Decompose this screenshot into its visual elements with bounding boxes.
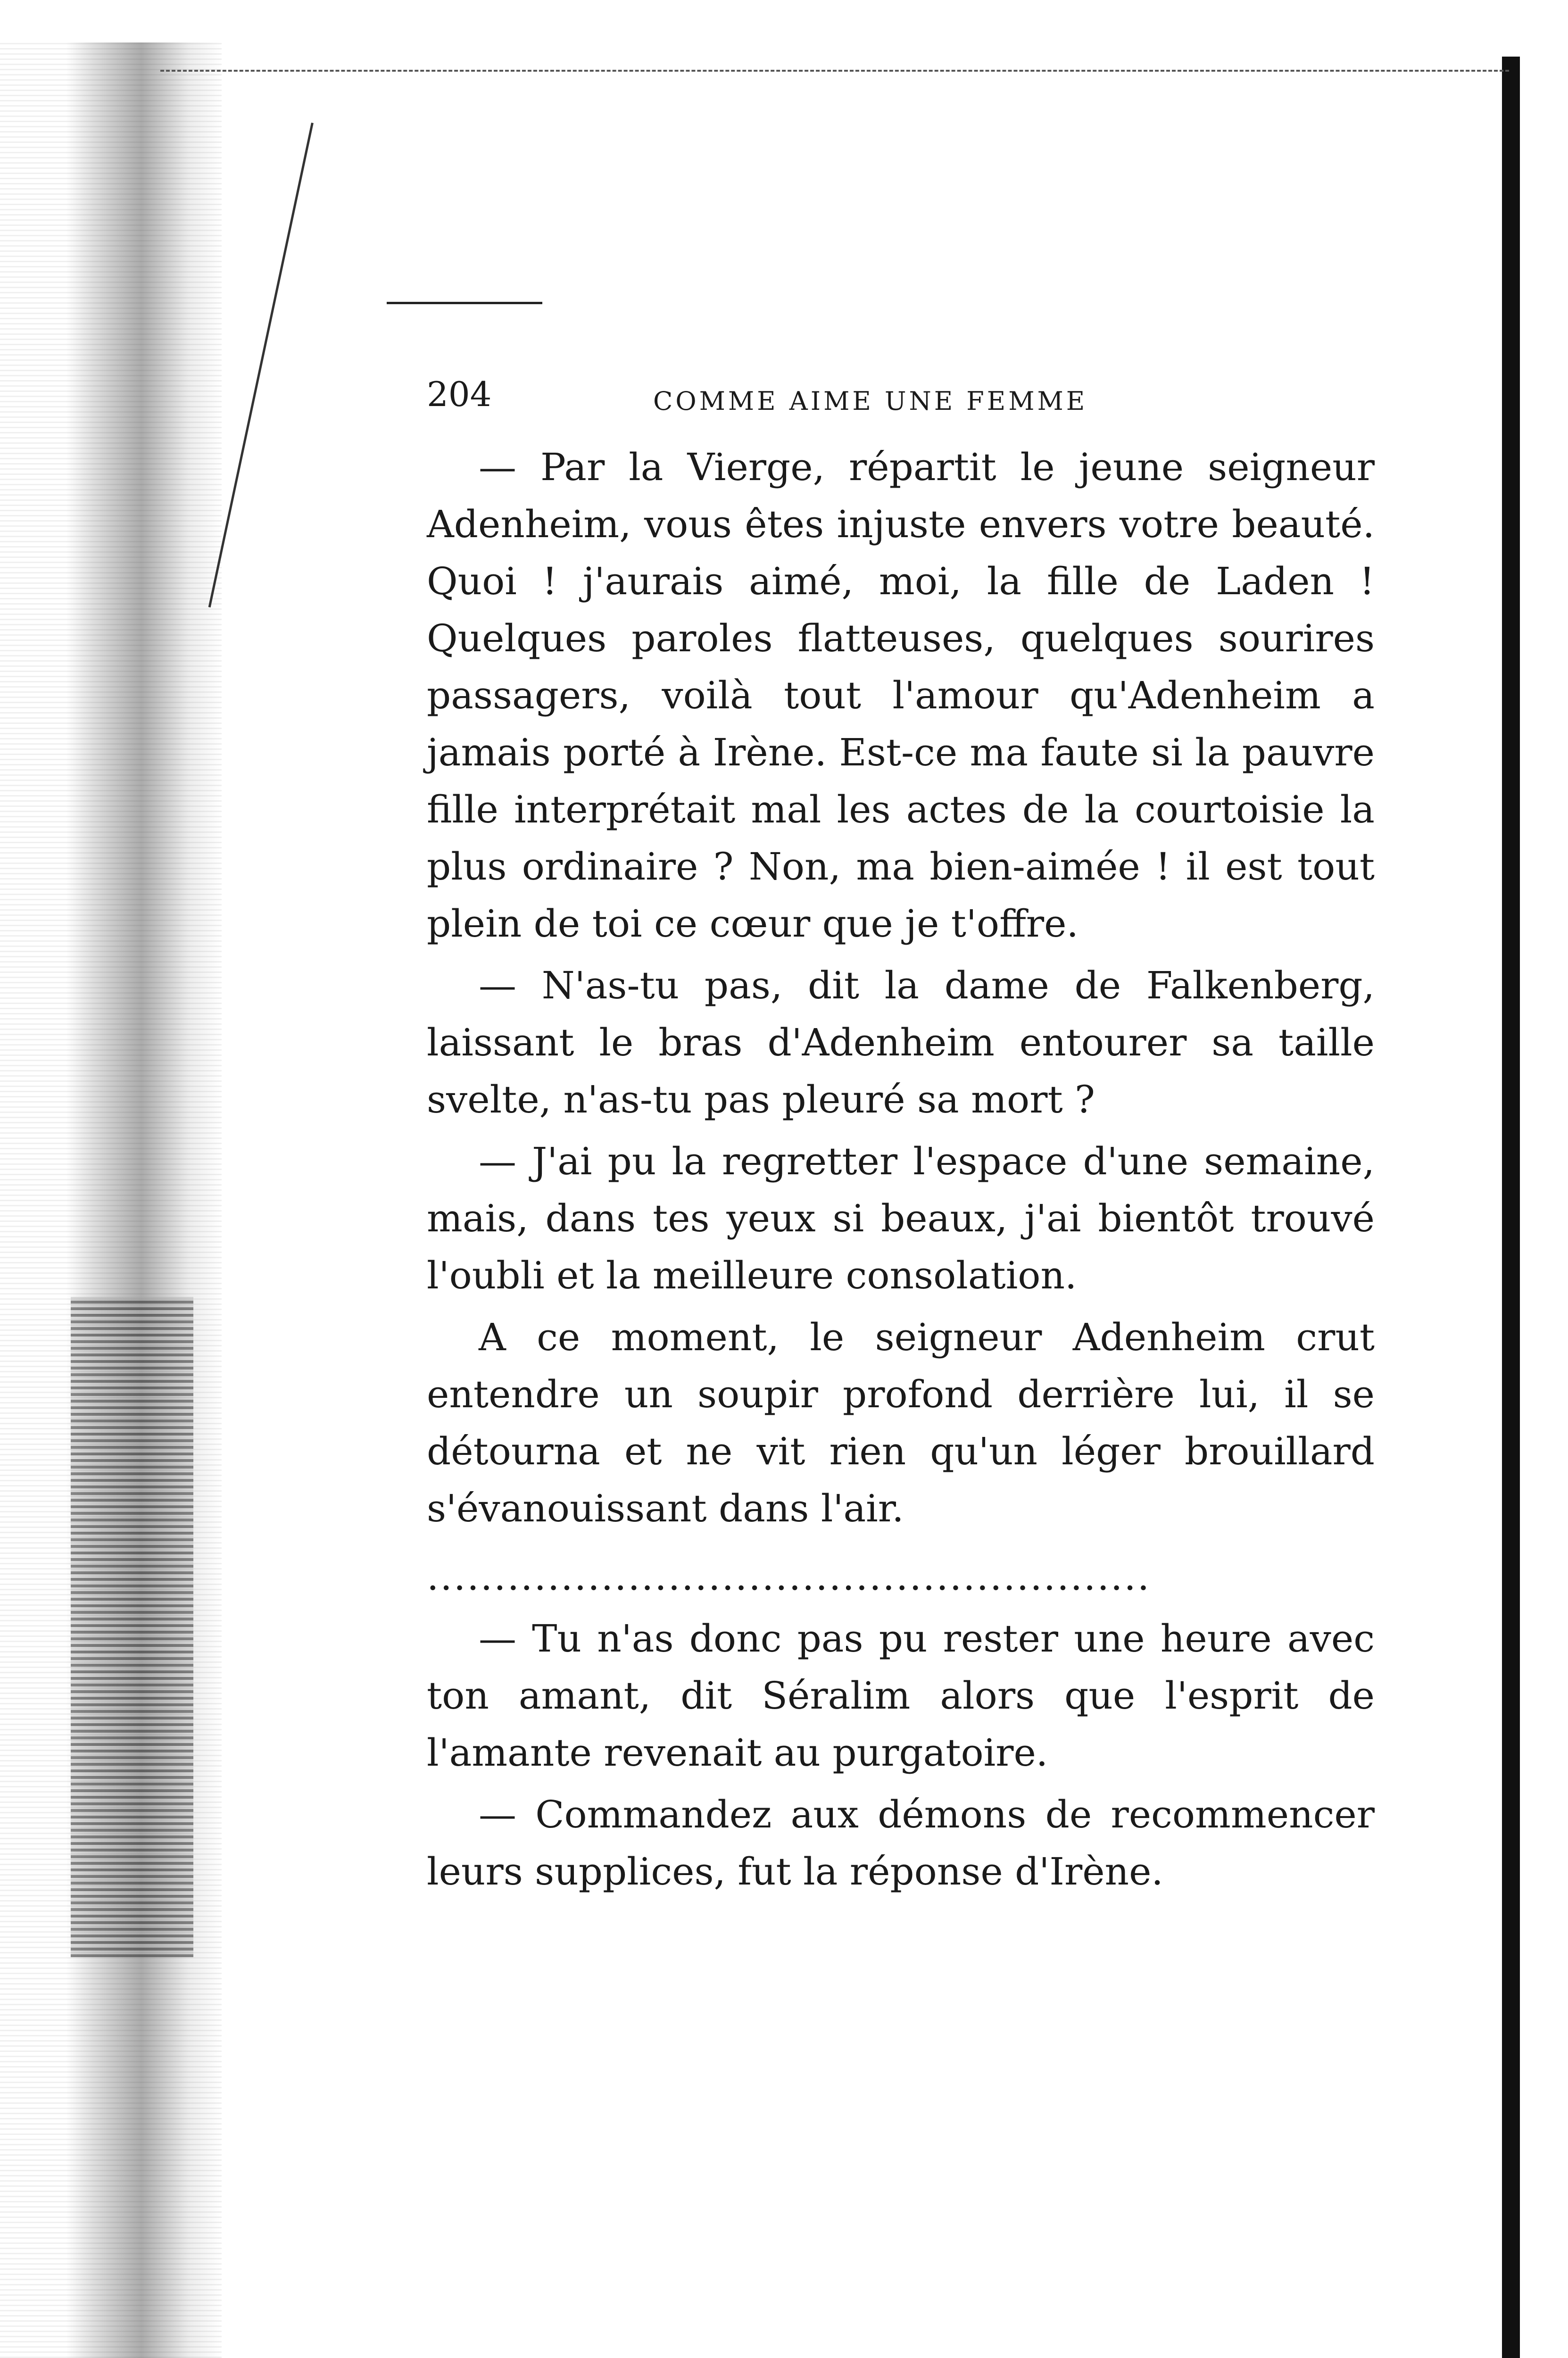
paragraph: — Tu n'as donc pas pu rester une heure avec ton amant, dit Séralim alors que l'esprit de l'amante revenait au purgatoire. xyxy=(427,1617,1375,1775)
paragraph: — Commandez aux démons de recommencer leurs supplices, fut la réponse d'Irène. xyxy=(427,1793,1375,1893)
page-edge-shadow xyxy=(1502,57,1520,2358)
short-rule xyxy=(387,302,542,304)
binding-shadow xyxy=(0,42,222,2358)
running-title: COMME AIME UNE FEMME xyxy=(653,386,1088,416)
binding-dark-patch xyxy=(71,1297,193,1957)
paragraph: — Par la Vierge, répartit le jeune seigneur Adenheim, vous êtes injuste envers votre beauté. Quoi ! j'aurais aimé, moi, la fille de Laden ! Quelques paroles flatteuses, quelques sourires passagers, voilà tout l'amour qu'Adenheim a jamais porté à Irène. Est-ce ma faute si la pauvre fille interprétait mal les actes de la courtoisie la plus ordinaire ? Non, ma bien-aimée ! il est tout plein de toi ce cœur que je t'offre. xyxy=(427,445,1375,946)
slant-pencil-line xyxy=(208,123,314,607)
page-header xyxy=(427,374,1375,439)
paragraph: — N'as-tu pas, dit la dame de Falkenberg, laissant le bras d'Adenheim entourer sa taille svelte, n'as-tu pas pleuré sa mort ? xyxy=(427,963,1375,1121)
paragraph: — J'ai pu la regretter l'espace d'une semaine, mais, dans tes yeux si beaux, j'ai bientôt trouvé l'oubli et la meilleure consolation. xyxy=(427,1139,1375,1297)
top-dashed-rule xyxy=(160,70,1509,72)
body-text xyxy=(427,439,1375,1537)
body-text-continued xyxy=(427,1610,1375,1900)
paragraph: A ce moment, le seigneur Adenheim crut entendre un soupir profond derrière lui, il se détourna et ne vit rien qu'un léger brouillard s'évanouissant dans l'air. xyxy=(427,1315,1375,1530)
dotted-separator: ...................................................... xyxy=(427,1555,1151,1599)
book-page xyxy=(427,374,1375,1900)
page-number: 204 xyxy=(427,374,492,414)
